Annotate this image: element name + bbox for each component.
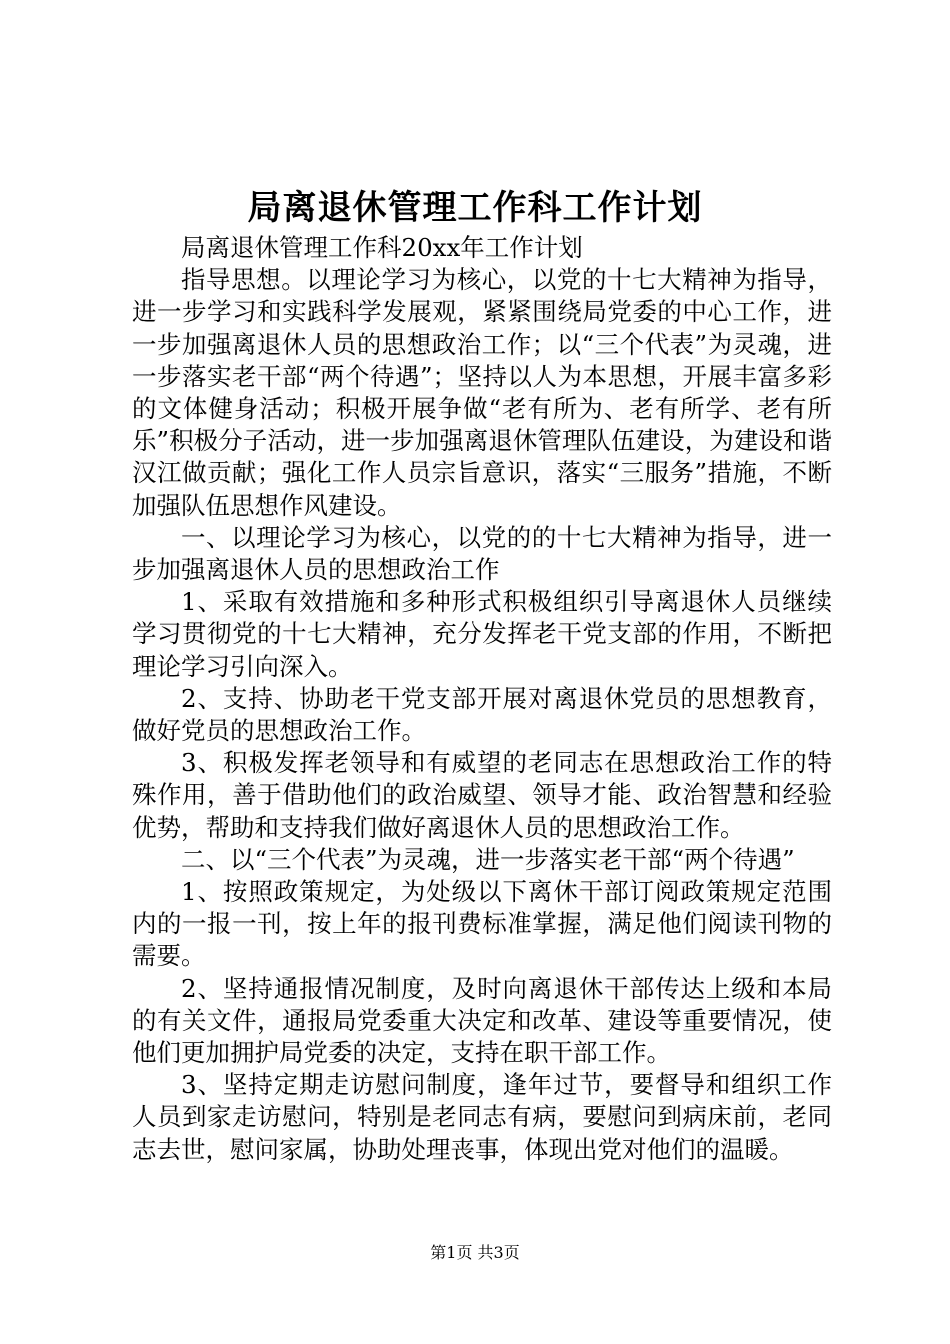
paragraph-item: 1、按照政策规定，为处级以下离休干部订阅政策规定范围内的一报一刊，按上年的报刊费标准掌握，满足他们阅读刊物的需要。 bbox=[132, 877, 832, 971]
paragraph-item: 1、采取有效措施和多种形式积极组织引导离退休人员继续学习贯彻党的十七大精神，充分发挥老干党支部的作用，不断把理论学习引向深入。 bbox=[132, 587, 832, 681]
section-heading-2: 二、以“三个代表”为灵魂，进一步落实老干部“两个待遇” bbox=[181, 844, 795, 874]
paragraph-item: 2、坚持通报情况制度，及时向离退休干部传达上级和本局的有关文件，通报局党委重大决定和改革、建设等重要情况，使他们更加拥护局党委的决定，支持在职干部工作。 bbox=[132, 973, 832, 1068]
section-heading-1: 一、以理论学习为核心，以党的的十七大精神为指导，进一步加强离退休人员的思想政治工作 bbox=[132, 522, 832, 585]
page-title: 局离退休管理工作科工作计划 bbox=[247, 188, 703, 228]
paragraph-item: 3、坚持定期走访慰问制度，逢年过节，要督导和组织工作人员到家走访慰问，特别是老同志有病，要慰问到病床前，老同志去世，慰问家属，协助处理丧事，体现出党对他们的温暖。 bbox=[132, 1070, 832, 1164]
paragraph-subtitle: 局离退休管理工作科20xx年工作计划 bbox=[181, 233, 583, 262]
paragraph-item: 2、支持、协助老干党支部开展对离退休党员的思想教育，做好党员的思想政治工作。 bbox=[132, 683, 832, 746]
page-footer: 第1页 共3页 bbox=[430, 1243, 520, 1262]
document-body bbox=[132, 232, 832, 1166]
paragraph-guiding-thought: 指导思想。以理论学习为核心，以党的十七大精神为指导，进一步学习和实践科学发展观，紧紧围绕局党委的中心工作，进一步加强离退休人员的思想政治工作；以“三个代表”为灵魂，进一步落实老干部“两个待遇”；坚持以人为本思想，开展丰富多彩的文体健身活动；积极开展争做“老有所为、老有所学、老有所乐”积极分子活动，进一步加强离退休管理队伍建设，为建设和谐汉江做贡献；强化工作人员宗旨意识，落实“三服务”措施，不断加强队伍思想作风建设。 bbox=[132, 265, 832, 520]
paragraph-item: 3、积极发挥老领导和有威望的老同志在思想政治工作的特殊作用，善于借助他们的政治威望、领导才能、政治智慧和经验优势，帮助和支持我们做好离退休人员的思想政治工作。 bbox=[132, 748, 832, 842]
